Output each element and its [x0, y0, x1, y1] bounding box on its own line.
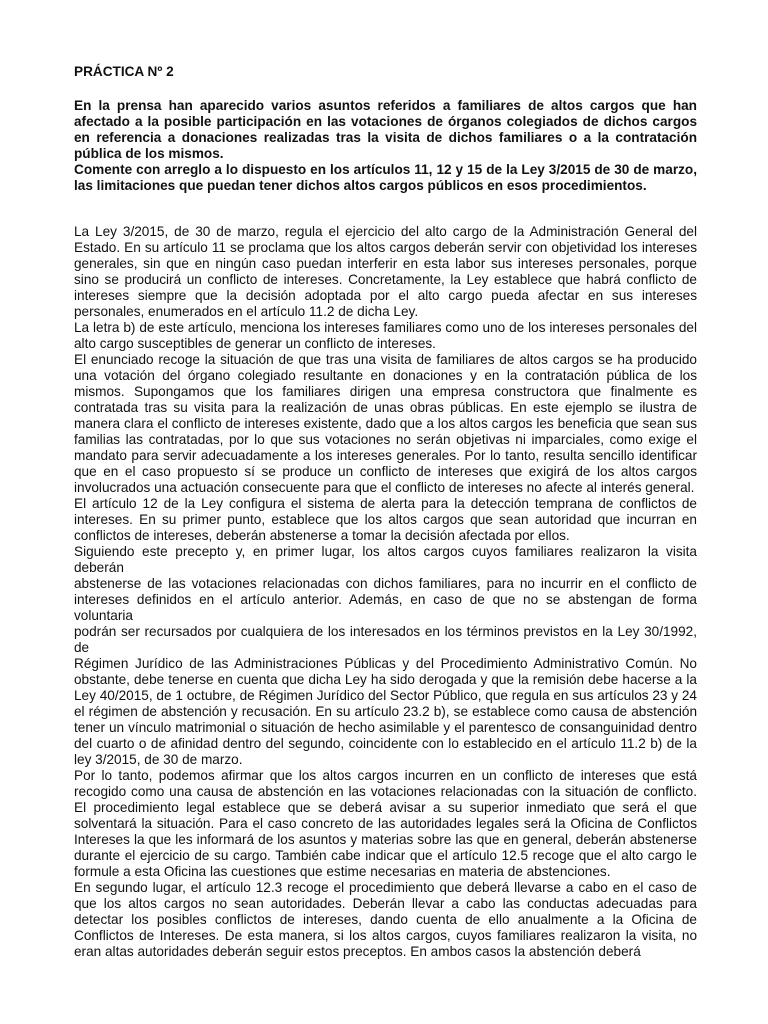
statement-paragraph: Comente con arreglo a lo dispuesto en los artículos 11, 12 y 15 de la Ley 3/2015 de 30 de marzo, las limitaciones que puedan tener dichos altos cargos públicos en esos procedimientos.: [74, 162, 697, 193]
body-paragraph: La Ley 3/2015, de 30 de marzo, regula el ejercicio del alto cargo de la Administración General del Estado. En su artículo 11 se proclama que los altos cargos deberán servir con objetividad los intereses generales, sin que en ningún caso puedan interferir en esta labor sus intereses personales, porque sino se producirá un conflicto de intereses. Concretamente, la Ley establece que habrá conflicto de intereses siempre que la decisión adoptada por el alto cargo pueda afectar en sus intereses personales, enumerados en el artículo 11.2 de dicha Ley.: [74, 224, 697, 319]
body-paragraph: Régimen Jurídico de las Administraciones Públicas y del Procedimiento Administrativo Común. No obstante, debe tenerse en cuenta que dicha Ley ha sido derogada y que la remisión debe hacerse a la Ley 40/2015, de 1 octubre, de Régimen Jurídico del Sector Público, que regula en sus artículos 23 y 24 el régimen de abstención y recusación. En su artículo 23.2 b), se establece como causa de abstención tener un vínculo matrimonial o situación de hecho asimilable y el parentesco de consanguinidad dentro del cuarto o de afinidad dentro del segundo, coincidente con lo establecido en el artículo 11.2 b) de la ley 3/2015, de 30 de marzo.: [74, 656, 697, 767]
statement-paragraph: En la prensa han aparecido varios asuntos referidos a familiares de altos cargos que han afectado a la posible participación en las votaciones de órganos colegiados de dichos cargos en referencia a donaciones realizadas tras la visita de dichos familiares o a la contratación pública de los mismos.: [74, 98, 697, 161]
body-paragraph: En segundo lugar, el artículo 12.3 recoge el procedimiento que deberá llevarse a cabo en el caso de que los altos cargos no sean autoridades. Deberán llevar a cabo las conductas adecuadas para detectar los posibles conflictos de intereses, dando cuenta de ello anualmente a la Oficina de Conflictos de Intereses. De esta manera, si los altos cargos, cuyos familiares realizaron la visita, no eran altas autoridades deberán seguir estos preceptos. En ambos casos la abstención deberá: [74, 880, 697, 959]
answer-body: [74, 224, 697, 960]
body-paragraph: Siguiendo este precepto y, en primer lugar, los altos cargos cuyos familiares realizaron la visita deberán: [74, 544, 697, 575]
page-title: PRÁCTICA Nº 2: [74, 64, 174, 79]
body-paragraph: podrán ser recursados por cualquiera de los interesados en los términos previstos en la Ley 30/1992, de: [74, 624, 697, 655]
body-paragraph: El artículo 12 de la Ley configura el sistema de alerta para la detección temprana de conflictos de intereses. En su primer punto, establece que los altos cargos que sean autoridad que incurran en conflictos de intereses, deberán abstenerse a tomar la decisión afectada por ellos.: [74, 496, 697, 543]
body-paragraph: La letra b) de este artículo, menciona los intereses familiares como uno de los intereses personales del alto cargo susceptibles de generar un conflicto de intereses.: [74, 320, 697, 351]
exercise-statement: [74, 98, 697, 194]
body-paragraph: abstenerse de las votaciones relacionadas con dichos familiares, para no incurrir en el conflicto de intereses definidos en el artículo anterior. Además, en caso de que no se abstengan de forma voluntaria: [74, 576, 697, 623]
body-paragraph: El enunciado recoge la situación de que tras una visita de familiares de altos cargos se ha producido una votación del órgano colegiado resultante en donaciones y en la contratación pública de los mismos. Supongamos que los familiares dirigen una empresa constructora que finalmente es contratada tras su visita para la realización de unas obras públicas. En este ejemplo se ilustra de manera clara el conflicto de intereses existente, dado que a los altos cargos les beneficia que sean sus familias las contratadas, por lo que sus votaciones no serán objetivas ni imparciales, como exige el mandato para servir adecuadamente a los intereses generales. Por lo tanto, resulta sencillo identificar que en el caso propuesto sí se produce un conflicto de intereses que exigirá de los altos cargos involucrados una actuación consecuente para que el conflicto de intereses no afecte al interés general.: [74, 352, 697, 495]
document-page: [74, 64, 697, 960]
body-paragraph: Por lo tanto, podemos afirmar que los altos cargos incurren en un conflicto de intereses que está recogido como una causa de abstención en las votaciones relacionadas con la situación de conflicto. El procedimiento legal establece que se deberá avisar a su superior inmediato que será el que solventará la situación. Para el caso concreto de las autoridades legales será la Oficina de Conflictos Intereses la que les informará de los asuntos y materias sobre las que en general, deberán abstenerse durante el ejercicio de su cargo. También cabe indicar que el artículo 12.5 recoge que el alto cargo le formule a esta Oficina las cuestiones que estime necesarias en materia de abstenciones.: [74, 768, 697, 879]
